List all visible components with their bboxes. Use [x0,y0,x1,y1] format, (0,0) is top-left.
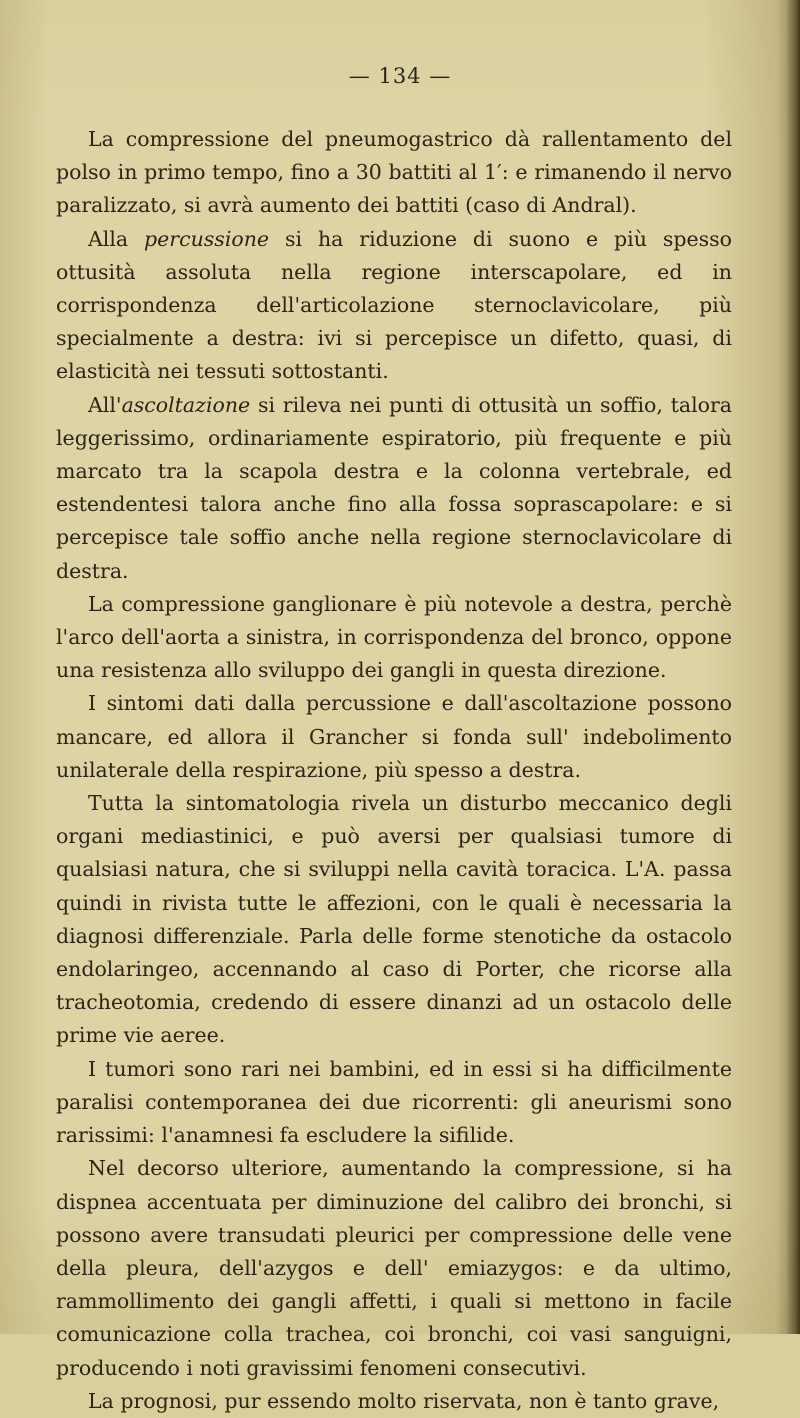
paragraph-text: La compressione ganglionare è più notevole a destra, perchè l'arco dell'aorta a sinistra, in corrispondenza del bronco, oppone una resistenza allo sviluppo dei gangli in questa direzione. [56,591,732,683]
paragraph-text: La compressione del pneumogastrico dà rallentamento del polso in primo tempo, fino a 30 battiti al 1′: e rimanendo il nervo paralizzato, si avrà aumento dei battiti (caso di Andral). [56,127,732,218]
paragraph-text: Tutta la sintomatologia rivela un disturbo meccanico degli organi mediastinici, e può aversi per qualsiasi tumore di qualsiasi natura, che si sviluppi nella cavità toracica. L'A. passa quindi in rivista tutte le affezioni, con le quali è necessaria la diagnosi differenziale. Parla delle forme stenotiche da ostacolo endolaringeo, accennando al caso di Porter, che ricorse alla tracheotomia, credendo di essere dinanzi ad un ostacolo delle prime vie aeree. [56,791,732,1048]
paragraph-emphasis: percussione [144,226,270,251]
paragraph [56,687,732,787]
paragraph-lead: All' [88,392,122,417]
paragraph [56,588,732,688]
paragraph [56,1152,732,1384]
paragraph [56,123,732,223]
page-number: — 134 — [348,64,452,88]
paragraph [56,223,732,389]
paragraph-text: I tumori sono rari nei bambini, ed in essi si ha difficilmente paralisi contemporanea dei due ricorrenti: gli aneurismi sono rarissimi: l'anamnesi fa escludere la sifilide. [56,1056,732,1148]
paragraph [56,1385,732,1418]
paragraph-lead: Alla [88,226,145,251]
paragraph [56,1053,732,1153]
paragraph [56,787,732,1053]
body-text [56,123,732,1418]
paragraph-emphasis: ascoltazione [121,392,251,417]
paragraph-text: si rileva nei punti di ottusità un soffio, talora leggerissimo, ordinariamente espiratorio, più frequente e più marcato tra la scapola destra e la colonna vertebrale, ed estendentesi talora anche fino alla fossa soprascapolare: e si percepisce tale soffio anche nella regione sternoclavicolare di destra. [56,392,732,583]
page-edge-shadow [786,0,800,1334]
paragraph-text: I sintomi dati dalla percussione e dall'ascoltazione possono mancare, ed allora il Grancher si fonda sull' indebolimento unilaterale della respirazione, più spesso a destra. [56,691,732,782]
paragraph-text: Nel decorso ulteriore, aumentando la compressione, si ha dispnea accentuata per diminuzione del calibro dei bronchi, si possono avere transudati pleurici per compressione delle vene della pleura, dell'azygos e dell' emiazygos: e da ultimo, rammollimento dei gangli affetti, i quali si mettono in facile comunicazione colla trachea, coi bronchi, coi vasi sanguigni, producendo i noti gravissimi fenomeni consecutivi. [56,1156,732,1380]
paragraph [56,389,732,588]
paragraph-text: La prognosi, pur essendo molto riservata, non è tanto grave, [88,1388,720,1413]
paragraph-text: si ha riduzione di suono e più spesso ottusità assoluta nella regione interscapolare, ed in corrispondenza dell'articolazione sternoclavicolare, più specialmente a destra: ivi si percepisce un difetto, quasi, di elasticità nei tessuti sottostanti. [56,226,732,384]
